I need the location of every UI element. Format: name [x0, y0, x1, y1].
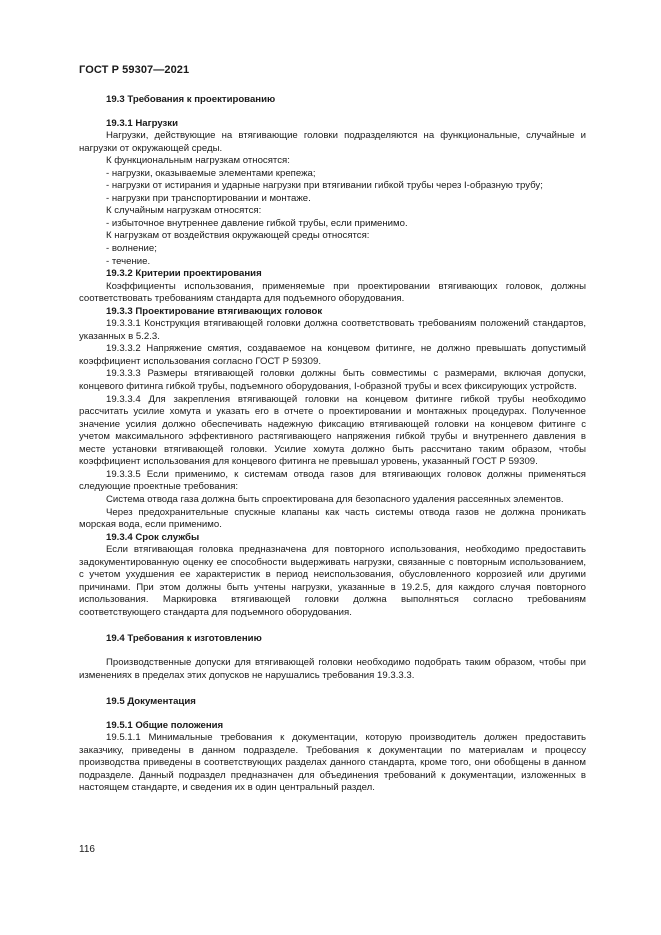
paragraph: 19.3.3.3 Размеры втягивающей головки должны быть совместимы с размерами, включая допуски, концевого фитинга гибкой трубы, подъемного оборудования, I-образной трубы и всех фиксирующих устройств.: [79, 368, 586, 393]
list-item: - течение.: [106, 255, 151, 267]
paragraph: 19.3.3.5 Если применимо, к системам отвода газов для втягивающих головок должны применяться следующие проектные требования:: [79, 468, 586, 493]
subsection-heading: 19.5.1 Общие положения: [106, 719, 224, 731]
section-heading: 19.3 Требования к проектированию: [106, 94, 276, 105]
paragraph: Нагрузки, действующие на втягивающие головки подразделяются на функциональные, случайные и нагрузки от окружающей среды.: [79, 130, 586, 154]
paragraph: Система отвода газа должна быть спроектирована для безопасного удаления рассеянных элементов.: [106, 493, 564, 505]
paragraph: Производственные допуски для втягивающей головки необходимо подобрать таким образом, чтобы при изменениях в пределах этих допусков не нарушались требования 19.3.3.3.: [79, 656, 586, 681]
paragraph: К случайным нагрузкам относятся:: [106, 205, 262, 217]
subsection-heading: 19.3.2 Критерии проектирования: [106, 268, 262, 280]
paragraph: К нагрузкам от воздействия окружающей среды относятся:: [106, 230, 370, 242]
list-item: - нагрузки от истирания и ударные нагрузки при втягивании гибкой трубы через I-образную трубу;: [106, 180, 543, 192]
paragraph: 19.3.3.1 Конструкция втягивающей головки должна соответствовать требованиям положений стандартов, указанных в 5.2.3.: [79, 318, 586, 342]
paragraph: 19.3.3.4 Для закрепления втягивающей головки на концевом фитинге гибкой трубы необходимо рассчитать усилие хомута и указать его в отчете о проектировании и монтажных процедурах. Полученное значение усилия должно обеспечивать надежную фиксацию втягивающей головки на концевом фитинге с учетом максимального эффективного растягивающего напряжения гибкой трубы и внутреннего давления в месте установки втягивающей головки. Усилие хомута должно быть рассчитано таким образом, чтобы коэффициент использования для концевого фитинга не превышал уровень, указанный ГОСТ Р 59309.: [79, 393, 586, 468]
list-item: - нагрузки, оказываемые элементами крепежа;: [106, 167, 316, 179]
list-item: - волнение;: [106, 243, 157, 255]
document-header: ГОСТ Р 59307—2021: [79, 64, 190, 76]
section-heading: 19.5 Документация: [106, 696, 196, 708]
page-number: 116: [79, 844, 95, 855]
paragraph: 19.3.3.2 Напряжение смятия, создаваемое на концевом фитинге, не должно превышать допустимый коэффициент использования согласно ГОСТ Р 59309.: [79, 343, 586, 367]
list-item: - нагрузки при транспортировании и монтаже.: [106, 192, 311, 204]
section-heading: 19.4 Требования к изготовлению: [106, 633, 262, 645]
subsection-heading: 19.3.4 Срок службы: [106, 531, 200, 543]
paragraph: 19.5.1.1 Минимальные требования к документации, которую производитель должен предоставить заказчику, приведены в данном подразделе. Требования к документации по материалам и процессу производства приведены в соответствующих разделах данного стандарта, кроме того, они обобщены в данном подразделе. Данный подраздел предназначен для объединения требований к документации, изложенных в настоящем стандарте, и сведения их в один центральный раздел.: [79, 732, 586, 794]
subsection-heading: 19.3.3 Проектирование втягивающих головок: [106, 305, 323, 317]
paragraph: К функциональным нагрузкам относятся:: [106, 155, 290, 167]
paragraph: Через предохранительные спускные клапаны как часть системы отвода газов не должна проникать морская вода, если применимо.: [79, 506, 586, 531]
paragraph: Если втягивающая головка предназначена для повторного использования, необходимо предоставить задокументированную оценку ее способности выдерживать нагрузки, связанные с повторным использованием, с учетом ухудшения ее характеристик в период неиспользования, обусловленного коррозией или другими причинами. При этом должны быть учтены нагрузки, указанные в 19.2.5, для каждого случая повторного использования. Маркировка втягивающей головки должна выполняться согласно требованиям соответствующего стандарта для подъемного оборудования.: [79, 544, 586, 618]
subsection-heading: 19.3.1 Нагрузки: [106, 117, 179, 129]
document-body: [79, 94, 586, 795]
paragraph: Коэффициенты использования, применяемые при проектировании втягивающих головок, должны соответствовать требованиям стандарта для подъемного оборудования.: [79, 280, 586, 305]
list-item: - избыточное внутреннее давление гибкой трубы, если применимо.: [106, 217, 408, 229]
